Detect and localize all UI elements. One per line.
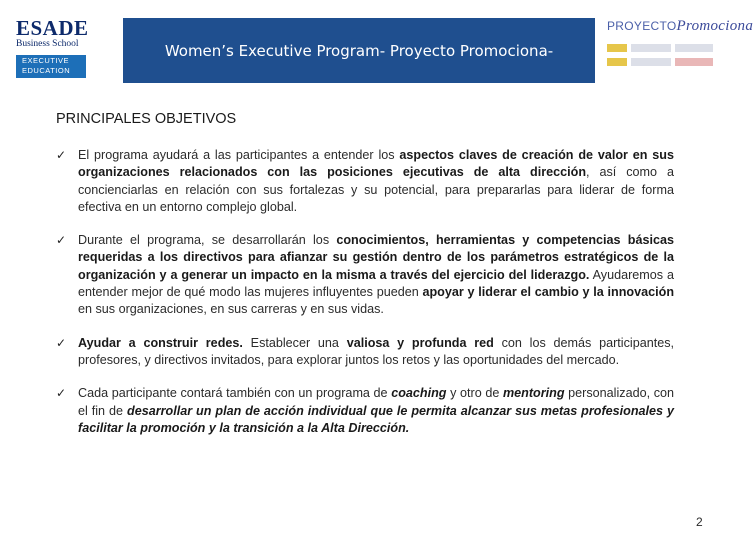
list-item xyxy=(56,335,674,370)
list-item xyxy=(56,232,674,318)
esade-logo xyxy=(16,18,91,50)
sponsor-logo xyxy=(607,58,627,66)
objectives-list xyxy=(56,147,674,453)
list-item-text: Ayudar a construir redes. Establecer una valiosa y profunda red con los demás participantes, profesores, y directivos invitados, para explorar juntos los retos y las oportunidades del mercado. xyxy=(78,335,675,367)
checkmark-icon: ✓ xyxy=(56,335,67,350)
title-bar xyxy=(123,18,595,83)
page-number: 2 xyxy=(696,515,703,529)
sponsor-logo xyxy=(607,44,627,52)
executive-education-badge xyxy=(16,55,86,78)
sponsor-logo xyxy=(675,58,713,66)
proyecto-promociona-logo xyxy=(603,14,753,86)
wordmark-proyecto: PROYECTO xyxy=(607,19,677,33)
list-item xyxy=(56,147,674,216)
esade-logo-subtitle: Business School xyxy=(16,39,79,49)
badge-line-2: EDUCATION xyxy=(22,66,71,75)
checkmark-icon: ✓ xyxy=(56,148,67,162)
checkmark-icon: ✓ xyxy=(56,386,67,401)
sponsor-logos xyxy=(607,44,713,78)
section-heading: PRINCIPALES OBJETIVOS xyxy=(56,111,237,127)
list-item-text: El programa ayudará a las participantes a entender los aspectos claves de creación de valor en sus organizaciones relacionados con las posiciones ejecutivas de alta dirección, así como a concienciarlas en relación con sus fortalezas y su potencial, para prepararlas para liderar de forma efectiva en un entorno complejo global. xyxy=(78,148,674,214)
sponsor-logo xyxy=(631,58,671,66)
page-title: Women’s Executive Program- Proyecto Promociona- xyxy=(164,41,554,60)
wordmark-promociona: Promociona xyxy=(676,18,753,34)
proyecto-promociona-wordmark xyxy=(607,18,753,35)
sponsor-logo xyxy=(675,44,713,52)
list-item-text: Durante el programa, se desarrollarán los conocimientos, herramientas y competencias básicas requeridas a los directivos para afianzar su gestión dentro de los parámetros estratégicos de la organización y a generar un impacto en la misma a través del ejercicio del liderazgo. Ayudaremos a entender mejor de qué modo las mujeres influyentes pueden apoyar y liderar el cambio y la innovación en sus organizaciones, en sus carreras y en sus vidas. xyxy=(78,233,675,317)
checkmark-icon: ✓ xyxy=(56,233,67,248)
list-item xyxy=(56,385,674,437)
badge-line-1: EXECUTIVE xyxy=(22,56,70,65)
esade-logo-word: ESADE xyxy=(16,16,89,40)
list-item-text: Cada participante contará también con un programa de coaching y otro de mentoring personalizado, con el fin de desarrollar un plan de acción individual que le permita alcanzar sus metas profesionales y facilitar la promoción y la transición a la Alta Dirección. xyxy=(78,386,675,435)
sponsor-logo xyxy=(631,44,671,52)
